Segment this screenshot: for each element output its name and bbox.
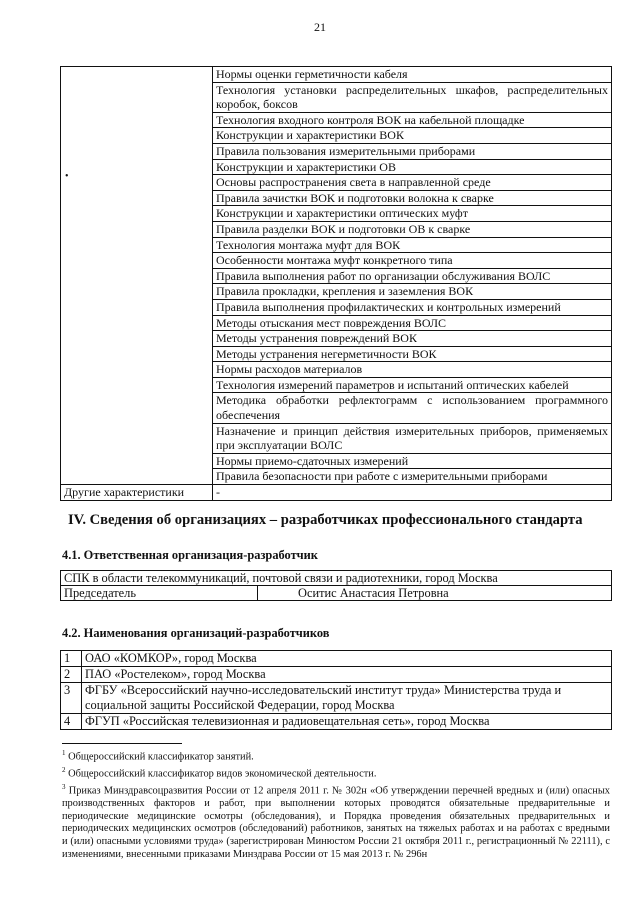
knowledge-item: Технология измерений параметров и испытаний оптических кабелей	[213, 377, 612, 393]
other-characteristics-row	[61, 485, 612, 501]
knowledge-item: Назначение и принцип действия измерительных приборов, применяемых при эксплуатации ВОЛС	[213, 423, 612, 453]
developer-number: 4	[61, 714, 82, 730]
footnotes	[62, 747, 610, 861]
knowledge-item: Правила выполнения работ по организации обслуживания ВОЛС	[213, 268, 612, 284]
org-name-row	[61, 571, 612, 586]
knowledge-item: Технология входного контроля ВОК на кабельной площадке	[213, 112, 612, 128]
footnote-divider	[62, 743, 182, 744]
developer-row	[61, 714, 612, 730]
developer-number: 3	[61, 683, 82, 714]
knowledge-item: Правила разделки ВОК и подготовки ОВ к сварке	[213, 221, 612, 237]
bullet-mark: •	[65, 171, 69, 182]
knowledge-item: Конструкции и характеристики ВОК	[213, 128, 612, 144]
knowledge-item: Правила безопасности при работе с измерительными приборами	[213, 469, 612, 485]
knowledge-item: Основы распространения света в направленной среде	[213, 175, 612, 191]
footnote-text: Общероссийский классификатор занятий.	[68, 751, 254, 763]
footnote	[62, 781, 610, 861]
knowledge-item: Правила зачистки ВОК и подготовки волокна к сварке	[213, 190, 612, 206]
knowledge-item: Конструкции и характеристики ОВ	[213, 159, 612, 175]
developer-name: ОАО «КОМКОР», город Москва	[82, 651, 612, 667]
footnote-text: Приказ Минздравсоцразвития России от 12 апреля 2011 г. № 302н «Об утверждении перечней вредных и (или) опасных производственных факторов и работ, при выполнении которых проводятся обязательные предварительные и периодические медицинские осмотры (обследования), и Порядка проведения обязательных предварительных и периодических медицинских осмотров (обследований) работников, занятых на тяжелых работах и на работах с вредными и (или) опасными условиями труда» (зарегистрирован Минюстом России 21 октября 2011 г., регистрационный № 22111), с изменениями, внесенными приказами Минздрава России от 15 мая 2013 г. № 296н	[62, 785, 610, 860]
knowledge-item: Нормы расходов материалов	[213, 362, 612, 378]
other-characteristics-label: Другие характеристики	[61, 485, 213, 501]
knowledge-table	[60, 66, 612, 501]
footnote	[62, 747, 610, 764]
developer-row	[61, 651, 612, 667]
knowledge-item: Особенности монтажа муфт конкретного типа	[213, 253, 612, 269]
knowledge-item: Правила выполнения профилактических и контрольных измерений	[213, 299, 612, 315]
footnote	[62, 764, 610, 781]
knowledge-item: Нормы приемо-сдаточных измерений	[213, 453, 612, 469]
org-head-row	[61, 586, 612, 601]
developer-name: ФГУП «Российская телевизионная и радиовещательная сеть», город Москва	[82, 714, 612, 730]
developers-heading: 4.2. Наименования организаций-разработчиков	[62, 626, 330, 640]
knowledge-row	[61, 67, 612, 83]
developers-table	[60, 650, 612, 730]
footnote-mark: 1	[62, 749, 66, 757]
knowledge-item: Нормы оценки герметичности кабеля	[213, 67, 612, 83]
knowledge-left-cell	[61, 67, 213, 485]
developer-number: 2	[61, 667, 82, 683]
knowledge-item: Технология монтажа муфт для ВОК	[213, 237, 612, 253]
head-person: Оситис Анастасия Петровна	[258, 586, 612, 601]
developer-name: ПАО «Ростелеком», город Москва	[82, 667, 612, 683]
footnote-text: Общероссийский классификатор видов экономической деятельности.	[68, 768, 377, 780]
developer-name: ФГБУ «Всероссийский научно-исследовательский институт труда» Министерства труда и социальной защиты Российской Федерации, город Москва	[82, 683, 612, 714]
responsible-org-heading: 4.1. Ответственная организация-разработчик	[62, 548, 318, 562]
responsible-org-table	[60, 570, 612, 601]
footnote-mark: 2	[62, 766, 66, 775]
org-name: СПК в области телекоммуникаций, почтовой связи и радиотехники, город Москва	[61, 571, 612, 586]
section-title: IV. Сведения об организациях – разработчиках профессионального стандарта	[68, 512, 583, 528]
developer-number: 1	[61, 651, 82, 667]
page-number: 21	[314, 20, 326, 34]
knowledge-item: Правила пользования измерительными приборами	[213, 143, 612, 159]
knowledge-item: Методика обработки рефлектограмм с использованием программного обеспечения	[213, 393, 612, 423]
footnote-mark: 3	[62, 783, 66, 792]
knowledge-item: Методы устранения негерметичности ВОК	[213, 346, 612, 362]
other-characteristics-value: -	[213, 485, 612, 501]
knowledge-item: Конструкции и характеристики оптических муфт	[213, 206, 612, 222]
knowledge-item: Методы отыскания мест повреждения ВОЛС	[213, 315, 612, 331]
knowledge-item: Технология установки распределительных шкафов, распределительных коробок, боксов	[213, 82, 612, 112]
developer-row	[61, 683, 612, 714]
developer-row	[61, 667, 612, 683]
head-position: Председатель	[61, 586, 258, 601]
knowledge-item: Методы устранения повреждений ВОК	[213, 331, 612, 347]
knowledge-item: Правила прокладки, крепления и заземления ВОК	[213, 284, 612, 300]
